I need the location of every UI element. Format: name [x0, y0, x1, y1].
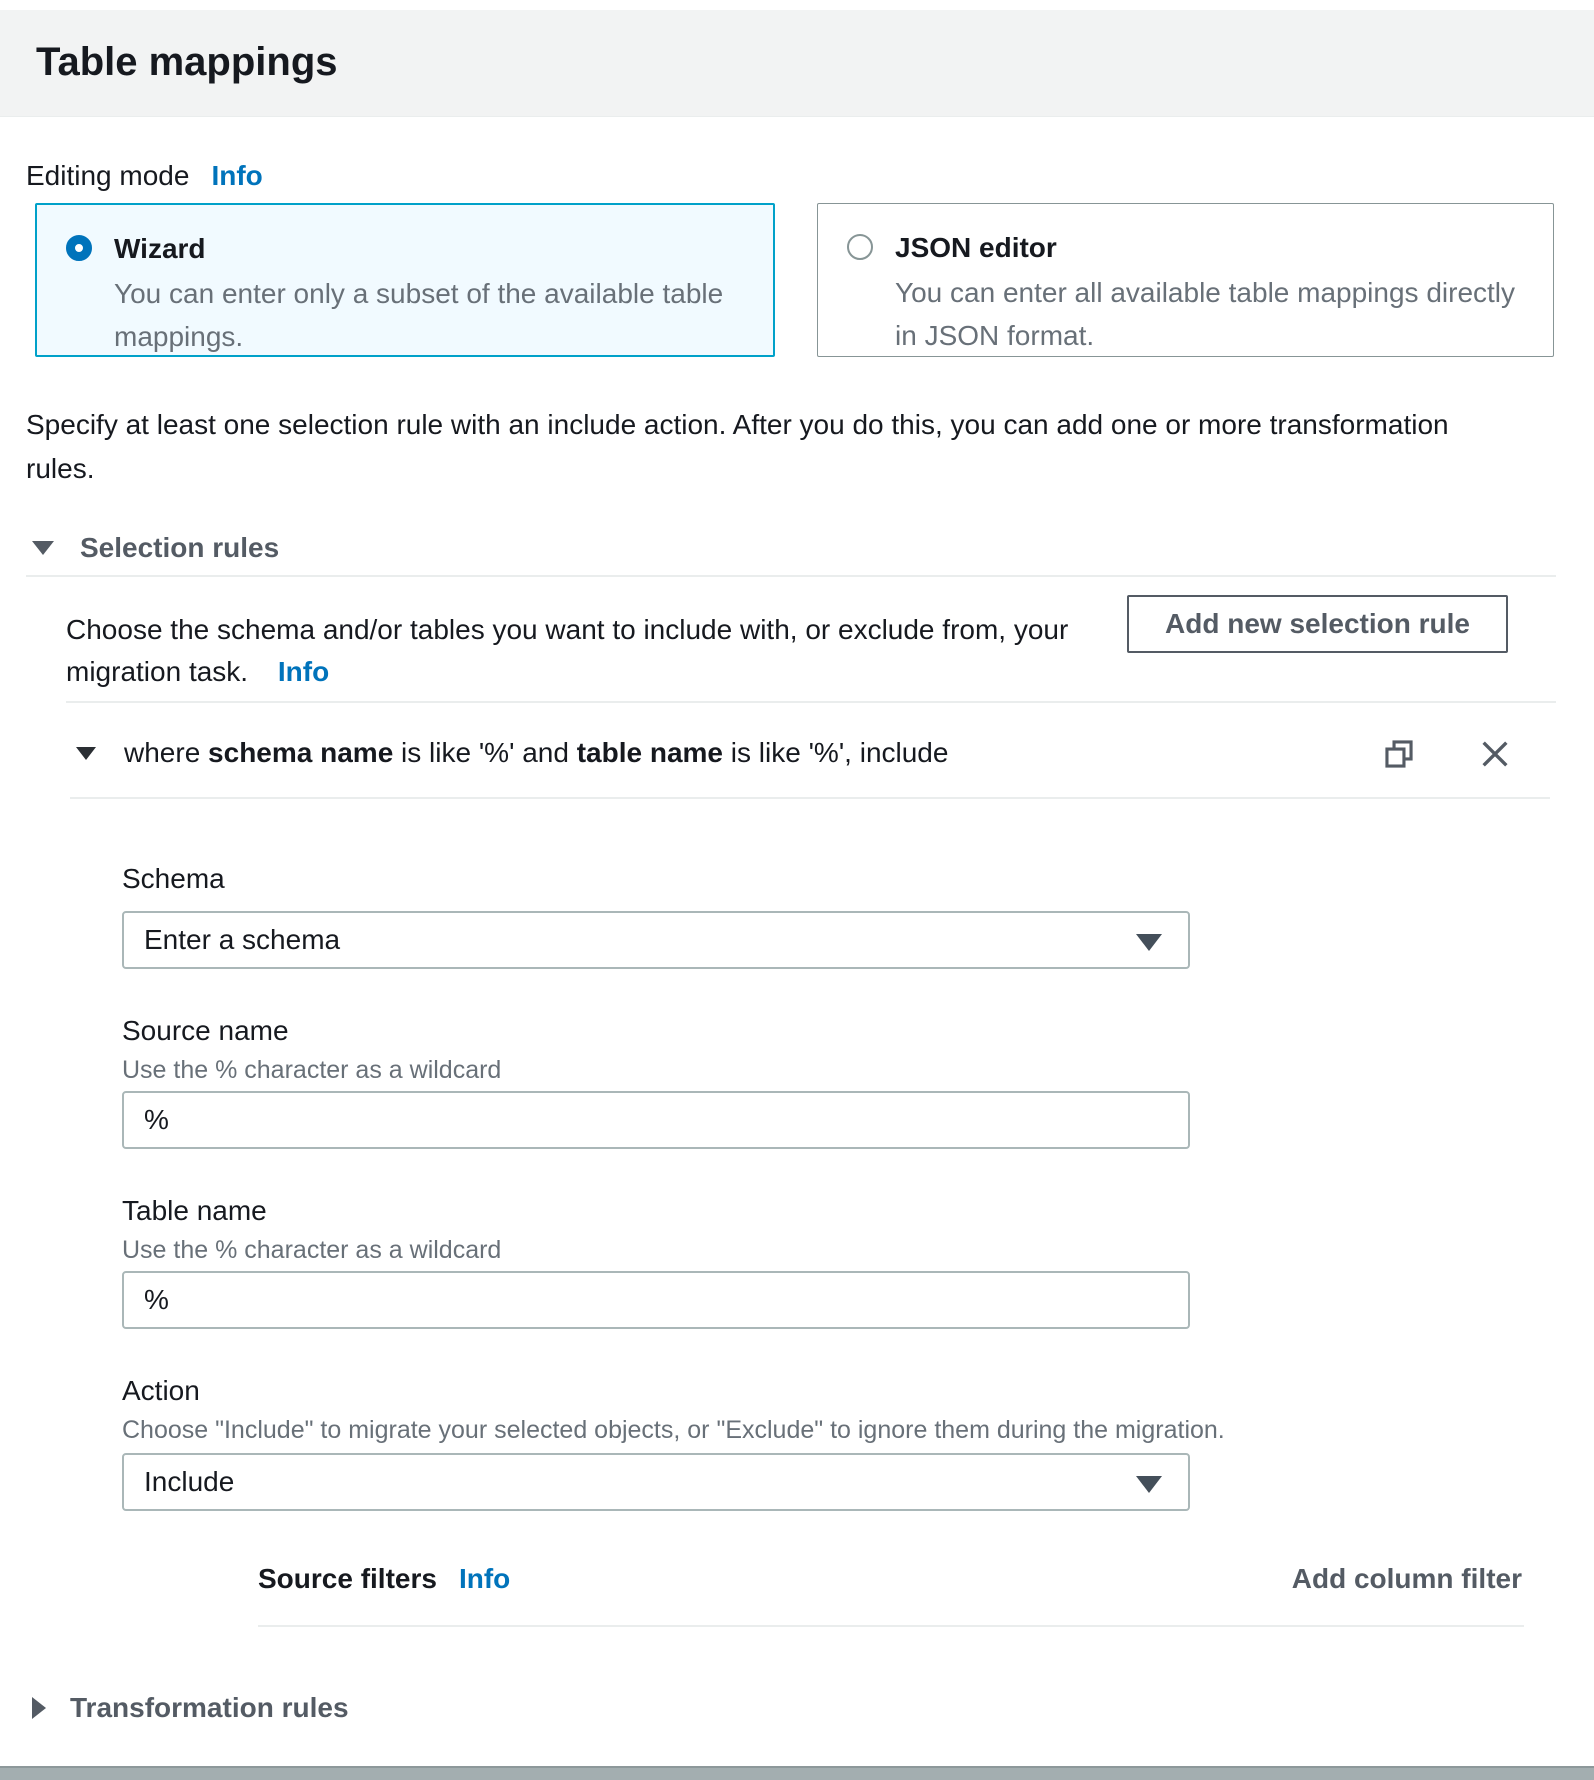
source-filters-section — [258, 1563, 1556, 1627]
caret-down-icon — [76, 747, 96, 760]
source-name-input[interactable] — [122, 1091, 1190, 1149]
top-strip — [0, 0, 1594, 10]
copy-icon — [1382, 737, 1416, 771]
schema-select[interactable] — [122, 911, 1190, 969]
selection-rules-description: Choose the schema and/or tables you want to include with, or exclude from, your migration task. Info — [66, 614, 1069, 687]
rule-header-divider — [70, 797, 1550, 799]
bottom-scroll-edge — [0, 1766, 1594, 1780]
page-title: Table mappings — [36, 40, 338, 84]
source-filters-info-link[interactable]: Info — [458, 1563, 511, 1594]
editing-mode-row — [26, 159, 1556, 193]
editing-mode-cards — [35, 203, 1556, 357]
chevron-down-icon — [1136, 1476, 1162, 1493]
transformation-rules-toggle[interactable] — [32, 1691, 1556, 1725]
source-filters-label: Source filters — [258, 1563, 437, 1594]
section-divider — [26, 575, 1556, 577]
remove-rule-button[interactable] — [1478, 737, 1512, 771]
source-name-hint: Use the % character as a wildcard — [122, 1056, 502, 1084]
add-column-filter-button[interactable]: Add column filter — [1291, 1563, 1522, 1594]
editing-mode-label: Editing mode — [26, 160, 190, 191]
chevron-down-icon — [1136, 934, 1162, 951]
schema-select-value: Enter a schema — [144, 924, 341, 955]
selection-rules-description-row — [66, 609, 1556, 693]
table-name-input[interactable] — [122, 1271, 1190, 1329]
add-selection-rule-button[interactable]: Add new selection rule — [1127, 595, 1508, 653]
action-label: Action — [122, 1375, 200, 1406]
intro-text: Specify at least one selection rule with an include action. After you do this, you can add one or more transformation rules. — [26, 409, 1449, 484]
action-select-value: Include — [144, 1466, 235, 1497]
table-name-hint: Use the % character as a wildcard — [122, 1236, 502, 1264]
duplicate-rule-button[interactable] — [1382, 737, 1416, 771]
selection-rules-title: Selection rules — [80, 532, 280, 563]
wizard-option-description: You can enter only a subset of the available table mappings. — [114, 278, 724, 352]
caret-right-icon — [32, 1697, 46, 1719]
caret-down-icon — [32, 541, 54, 555]
json-editor-option-card[interactable] — [817, 203, 1554, 357]
wizard-option-card[interactable] — [35, 203, 775, 357]
json-editor-option-description: You can enter all available table mappings directly in JSON format. — [895, 277, 1516, 351]
selection-rules-info-link[interactable]: Info — [277, 656, 330, 687]
action-hint: Choose "Include" to migrate your selected objects, or "Exclude" to ignore them during the migration. — [122, 1416, 1225, 1444]
wizard-option-label: Wizard — [114, 233, 206, 264]
source-filters-divider — [258, 1625, 1524, 1627]
radio-unselected-icon[interactable] — [847, 234, 873, 260]
source-name-label: Source name — [122, 1015, 289, 1046]
radio-selected-icon[interactable] — [66, 235, 92, 261]
editing-mode-info-link[interactable]: Info — [211, 160, 263, 191]
rule-summary-toggle[interactable] — [66, 733, 1556, 773]
json-editor-option-label: JSON editor — [895, 232, 1057, 263]
rule-list-divider — [66, 701, 1556, 703]
action-select[interactable] — [122, 1453, 1190, 1511]
transformation-rules-title: Transformation rules — [70, 1692, 349, 1723]
table-name-label: Table name — [122, 1195, 267, 1226]
close-icon — [1478, 737, 1512, 771]
selection-rules-toggle[interactable] — [32, 531, 1556, 565]
panel-header — [0, 10, 1594, 117]
rule-summary-text: where schema name is like '%' and table name is like '%', include — [124, 737, 949, 768]
schema-label: Schema — [122, 863, 225, 894]
